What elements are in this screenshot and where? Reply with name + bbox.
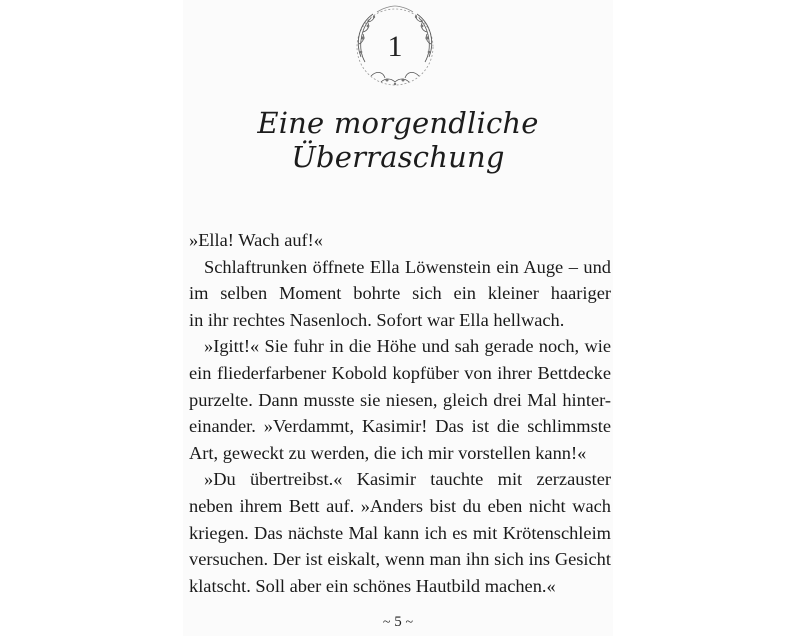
chapter-body: [189, 227, 611, 599]
text-line: versuchen. Der ist eiskalt, wenn man ihn sich ins Gesicht: [189, 549, 611, 570]
text-line: Art, geweckt zu werden, die ich mir vorstellen kann!«: [189, 442, 587, 463]
text-line: neben ihrem Bett auf. »Anders bist du eben nicht wach: [189, 495, 611, 516]
left-ornament: ~: [382, 615, 391, 630]
text-line: »Igitt!« Sie fuhr in die Höhe und sah gerade noch, wie: [204, 336, 611, 357]
text-line: klatscht. Soll aber ein schönes Hautbild machen.«: [189, 575, 556, 596]
chapter-title: Eine morgendliche Überraschung: [257, 106, 539, 174]
text-line: einander. »Verdammt, Kasimir! Das ist die schlimmste: [189, 416, 611, 437]
page-number: 5: [394, 614, 402, 630]
text-line: im selben Moment bohrte sich ein kleiner haariger: [189, 283, 611, 304]
text-line: in ihr rechtes Nasenloch. Sofort war Ella hellwach.: [189, 309, 565, 330]
text-line: Schlaftrunken öffnete Ella Löwenstein ein Auge – und: [204, 256, 611, 277]
text-line: ein fliederfarbener Kobold kopfüber von ihrer Bettdecke: [189, 362, 611, 383]
page-footer: [183, 614, 613, 631]
right-ornament: ~: [405, 615, 414, 630]
text-line: »Ella! Wach auf!«: [189, 230, 324, 250]
text-line: purzelte. Dann musste sie niesen, gleich drei Mal hinter-: [189, 389, 611, 410]
chapter-number: 1: [387, 30, 403, 63]
text-line: »Du übertreibst.« Kasimir tauchte mit zerzauster: [204, 469, 611, 490]
text-line: kriegen. Das nächste Mal kann ich es mit Krötenschleim: [189, 522, 611, 543]
